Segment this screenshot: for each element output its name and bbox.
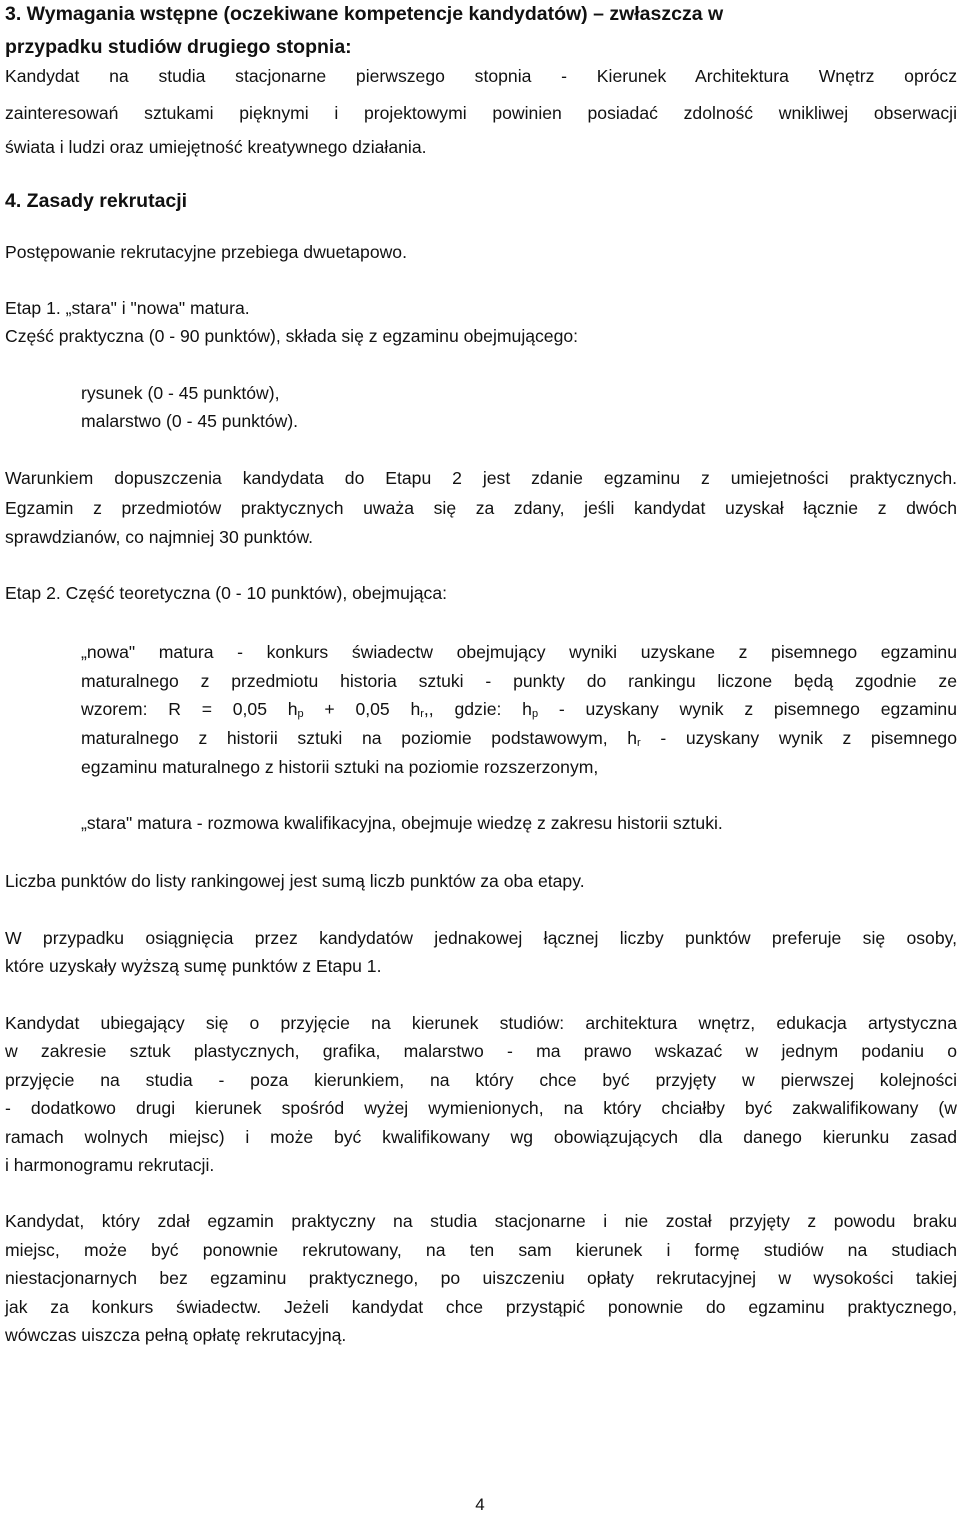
paragraph-line: - dodatkowo drugi kierunek spośród wyżej wymienionych, na który chciałby być zakwalifikowany (w <box>5 1098 957 1118</box>
paragraph-line: miejsc, może być ponownie rekrutowany, na ten sam kierunek i formę studiów na studiach <box>5 1240 957 1260</box>
section-3-heading: 3. Wymagania wstępne (oczekiwane kompetencje kandydatów) – zwłaszcza w <box>5 3 724 25</box>
paragraph-line: Kandydat ubiegający się o przyjęcie na kierunek studiów: architektura wnętrz, edukacja artystyczna <box>5 1013 957 1033</box>
paragraph-line: Warunkiem dopuszczenia kandydata do Etapu 2 jest zdanie egzaminu z umiejetności praktycznych. <box>5 468 957 488</box>
paragraph-line: świata i ludzi oraz umiejętność kreatywnego działania. <box>5 137 427 157</box>
paragraph-line: i harmonogramu rekrutacji. <box>5 1155 215 1175</box>
nowa-matura-line: „nowa" matura - konkurs świadectw obejmujący wyniki uzyskane z pisemnego egzaminu <box>81 642 957 662</box>
paragraph-line: ramach wolnych miejsc) i może być kwalifikowany wg obowiązujących dla danego kierunku zasad <box>5 1127 957 1147</box>
intro-text: Postępowanie rekrutacyjne przebiega dwuetapowo. <box>5 242 407 262</box>
paragraph-line: Kandydat, który zdał egzamin praktyczny na studia stacjonarne i nie został przyjęty z powodu braku <box>5 1211 957 1231</box>
paragraph-line: jak za konkurs świadectw. Jeżeli kandydat chce przystąpić ponownie do egzaminu praktycznego, <box>5 1297 957 1317</box>
paragraph-line: Kandydat na studia stacjonarne pierwszego stopnia - Kierunek Architektura Wnętrz oprócz <box>5 66 957 86</box>
paragraph-line: przyjęcie na studia - poza kierunkiem, na który chce być przyjęty w pierwszej kolejności <box>5 1070 957 1090</box>
paragraph-line: Egzamin z przedmiotów praktycznych uważa się za zdany, jeśli kandydat uzyskał łącznie z dwóch <box>5 498 957 518</box>
formula-line: wzorem: R = 0,05 $h_p + 0,05$ $h_r$,, gdzie: $h_p$ - uzyskany wynik z pisemnego egzaminu <box>81 699 957 720</box>
etap1-description: Część praktyczna (0 - 90 punktów), składa się z egzaminu obejmującego: <box>5 326 579 346</box>
paragraph-line: sprawdzianów, co najmniej 30 punktów. <box>5 527 314 547</box>
paragraph-line: które uzyskały wyższą sumę punktów z Etapu 1. <box>5 956 382 976</box>
paragraph-line: W przypadku osiągnięcia przez kandydatów jednakowej łącznej liczby punktów preferuje się osoby, <box>5 928 957 948</box>
ranking-text: Liczba punktów do listy rankingowej jest sumą liczb punktów za oba etapy. <box>5 871 585 891</box>
nowa-matura-line: egzaminu maturalnego z historii sztuki na poziomie rozszerzonym, <box>81 757 599 777</box>
section-4-heading: 4. Zasady rekrutacji <box>5 190 188 212</box>
section-3-heading-cont: przypadku studiów drugiego stopnia: <box>5 36 352 58</box>
etap1-item: rysunek (0 - 45 punktów), <box>81 383 280 403</box>
paragraph-line: niestacjonarnych bez egzaminu praktycznego, po uiszczeniu opłaty rekrutacyjnej w wysokości takiej <box>5 1268 957 1288</box>
page-number: 4 <box>475 1495 485 1514</box>
paragraph-line: zainteresowań sztukami pięknymi i projektowymi powinien posiadać zdolność wnikliwej obserwacji <box>5 103 957 123</box>
nowa-matura-line: maturalnego z historii sztuki na poziomie podstawowym, $h_r$ - uzyskany wynik z pisemnego <box>81 728 957 749</box>
etap2-title: Etap 2. Część teoretyczna (0 - 10 punktów), obejmująca: <box>5 583 448 603</box>
etap1-item: malarstwo (0 - 45 punktów). <box>81 411 299 431</box>
paragraph-line: w zakresie sztuk plastycznych, grafika, malarstwo - ma prawo wskazać w jednym podaniu o <box>5 1041 957 1061</box>
paragraph-line: wówczas uiszcza pełną opłatę rekrutacyjną. <box>5 1325 347 1345</box>
nowa-matura-line: maturalnego z przedmiotu historia sztuki - punkty do rankingu liczone będą zgodnie ze <box>81 671 957 691</box>
etap1-title: Etap 1. „stara" i "nowa" matura. <box>5 298 250 318</box>
stara-matura-line: „stara" matura - rozmowa kwalifikacyjna, obejmuje wiedzę z zakresu historii sztuki. <box>81 813 723 833</box>
